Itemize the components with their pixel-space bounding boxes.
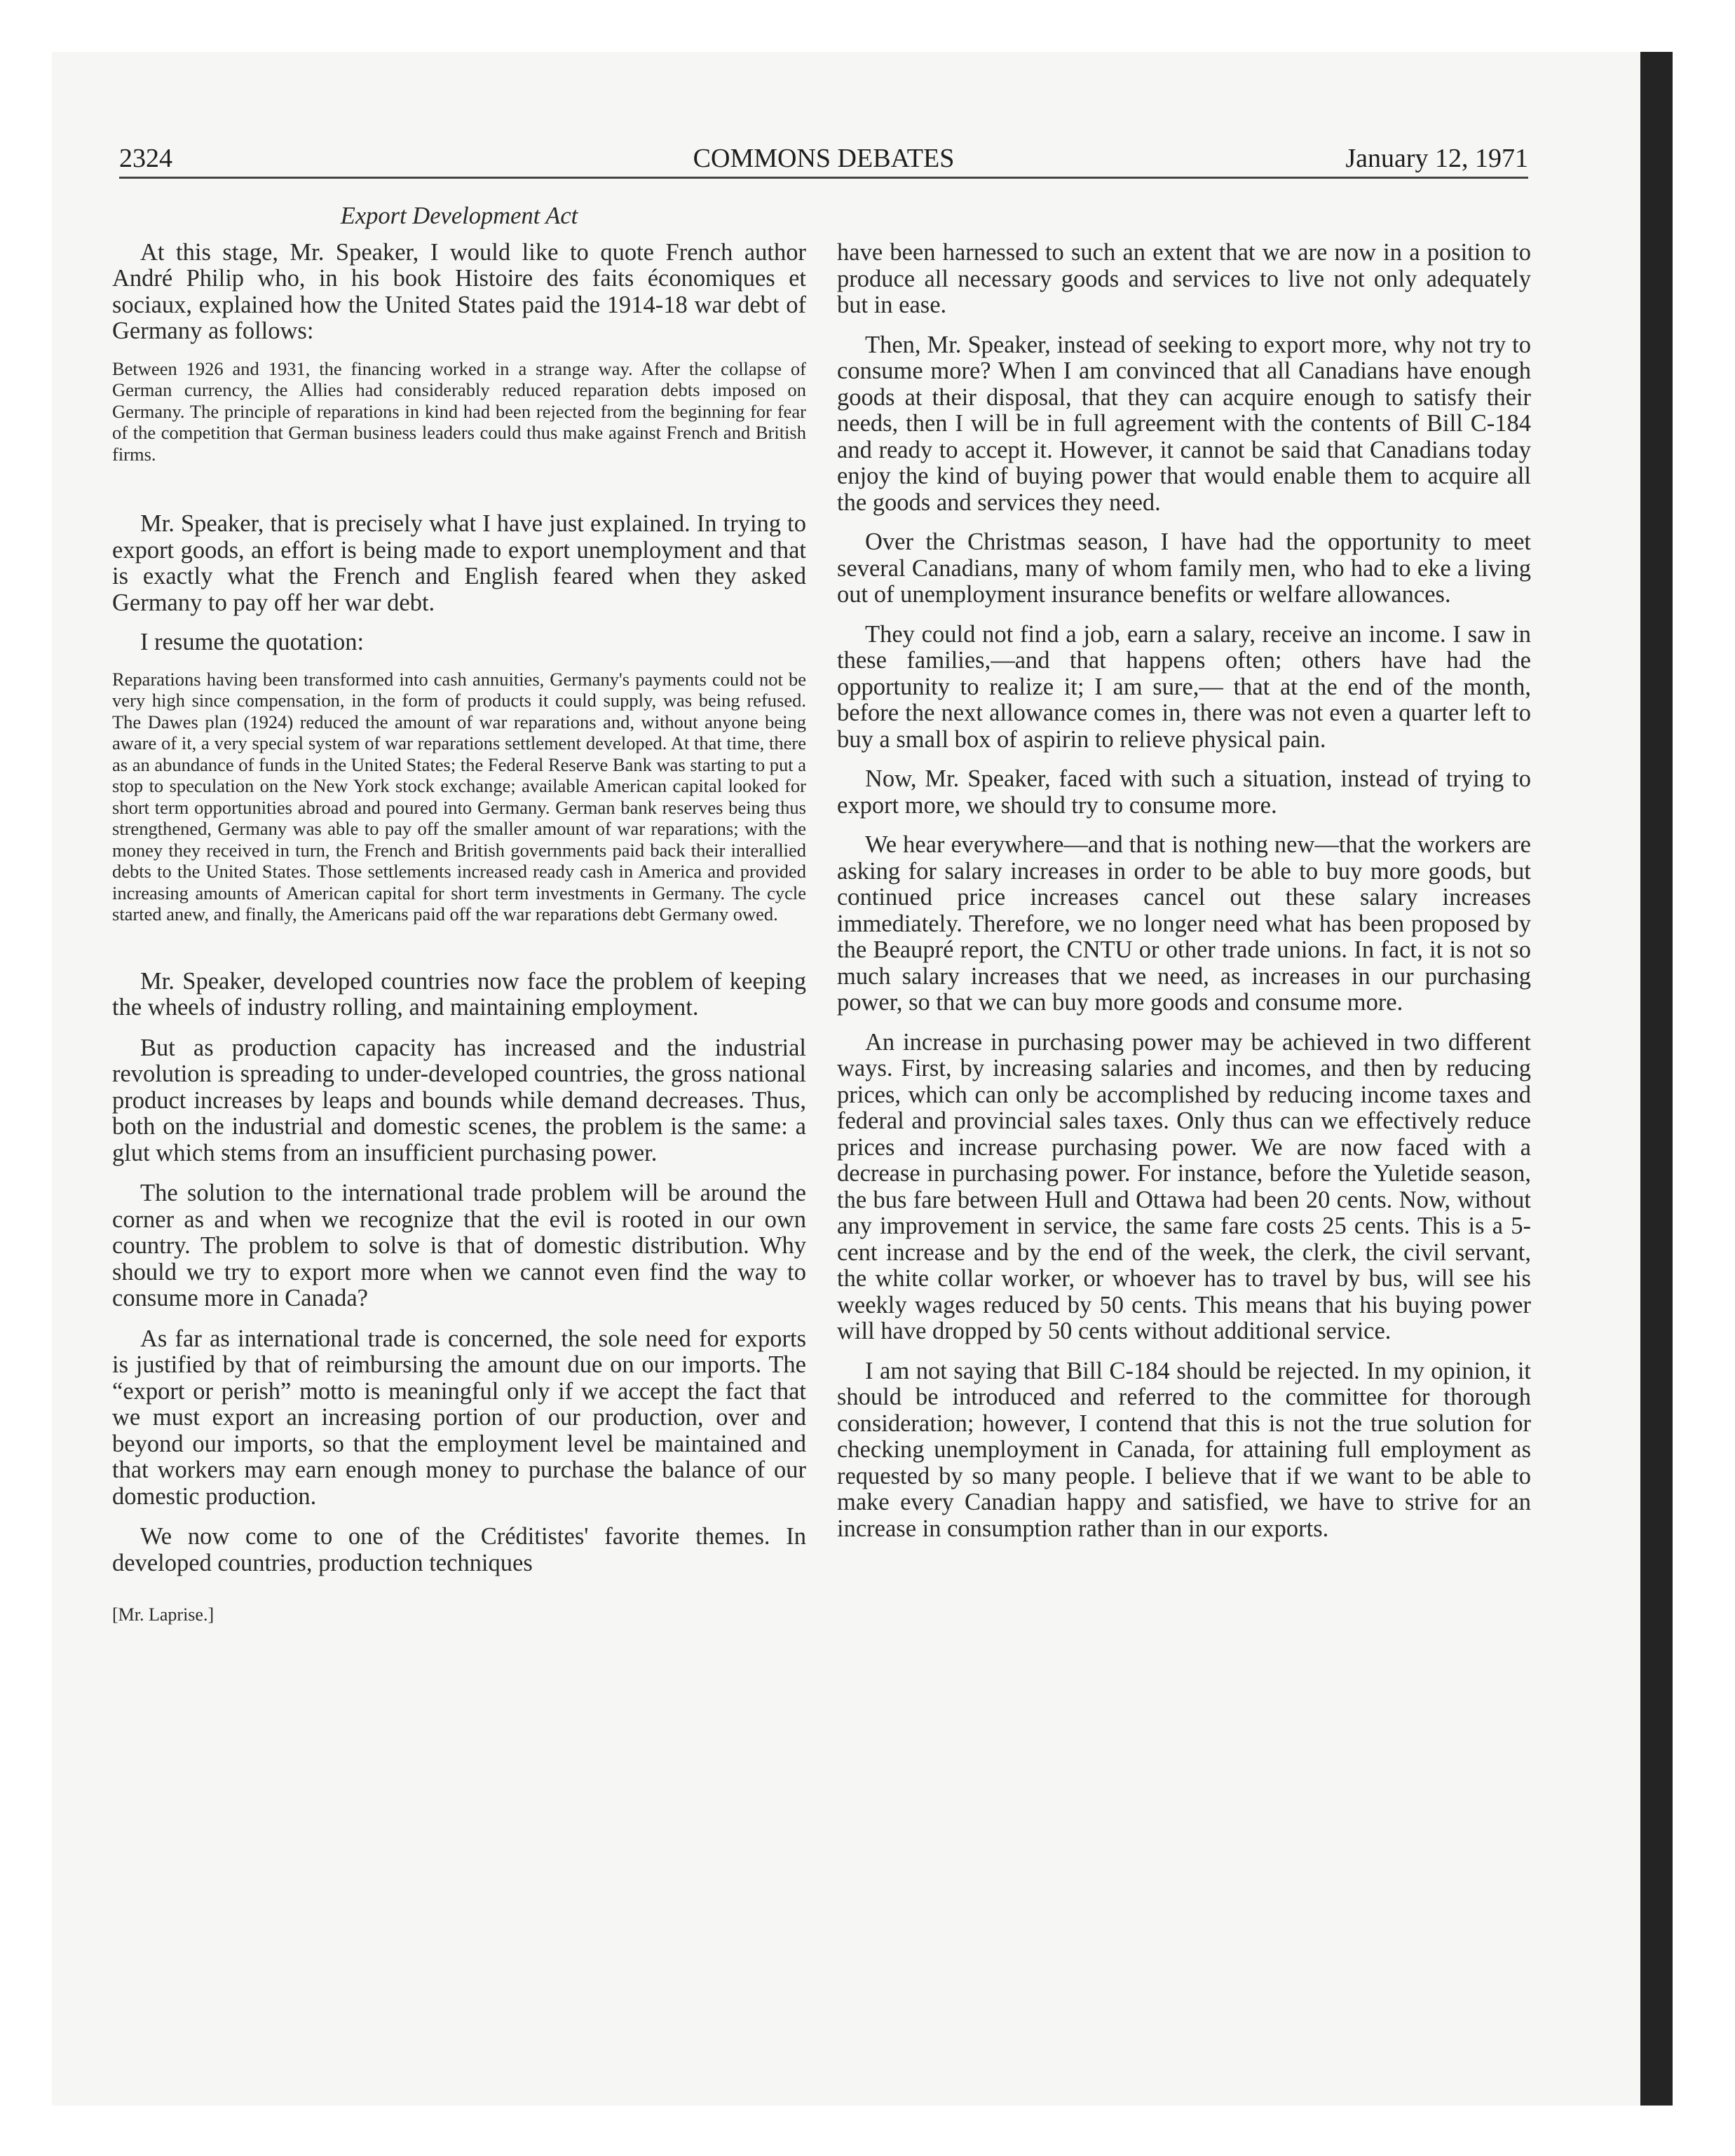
paragraph: As far as international trade is concerned, the sole need for exports is justified by that of reimbursing the amount due on our imports. The “export or perish” motto is meaningful only if we accept the fact that we must export an increasing portion of our production, over and beyond our imports, so that the employment level be maintained and that workers may earn enough money to purchase the balance of our domestic production. [112,1325,806,1510]
paragraph: An increase in purchasing power may be achieved in two different ways. First, by increasing salaries and incomes, and then by reducing prices, which can only be accomplished by reducing income taxes and federal and provincial sales taxes. Only thus can we effectively reduce prices and increase purchasing power. We are now faced with a decrease in purchasing power. For instance, before the Yuletide season, the bus fare between Hull and Ottawa had been 20 cents. Now, without any improvement in service, the same fare costs 25 cents. This is a 5-cent increase and by the end of the week, the clerk, the civil servant, the white collar worker, or whoever has to travel by bus, will see his weekly wages reduced by 50 cents. This means that his buying power will have dropped by 50 cents without additional service. [837,1028,1531,1344]
paragraph: But as production capacity has increased and the industrial revolution is spreading to under-developed countries, the gross national product increases by leaps and bounds while demand decreases. Thus, both on the industrial and domestic scenes, the problem is the same: a glut which stems from an insufficient purchasing power. [112,1034,806,1166]
paragraph: Mr. Speaker, that is precisely what I have just explained. In trying to export goods, an effort is being made to export unemployment and that is exactly what the French and English feared when they asked Germany to pay off her war debt. [112,510,806,616]
page-header [119,140,1528,179]
paragraph: Then, Mr. Speaker, instead of seeking to export more, why not try to consume more? When I am convinced that all Canadians have enough goods at their disposal, that they can acquire enough to satisfy their needs, then I will be in full agreement with the contents of Bill C-184 and ready to accept it. However, it cannot be said that Canadians today enjoy the kind of buying power that would enable them to acquire all the goods and services they need. [837,331,1531,516]
left-column [112,203,806,1642]
paragraph: Over the Christmas season, I have had the opportunity to meet several Canadians, many of whom family men, who had to eke a living out of unemployment insurance benefits or welfare allowances. [837,528,1531,608]
block-quote: Reparations having been transformed into cash annuities, Germany's payments could not be very high since compensation, in the form of products it could supply, was being refused. The Dawes plan (1924) reduced the amount of war reparations and, without anyone being aware of it, a very special system of war reparations settlement developed. At that time, there as an abundance of funds in the United States; the Federal Reserve Bank was starting to put a stop to speculation on the New York stock exchange; available American capital looked for short term opportunities abroad and poured into Germany. German bank reserves being thus strengthened, Germany was able to pay off the smaller amount of war reparations; with the money they received in turn, the French and British governments paid back their interallied debts to the United States. Those settlements increased ready cash in America and provided increasing amounts of American capital for short term investments in Germany. The cycle started anew, and finally, the Americans paid off the war reparations debt Germany owed. [112,668,806,925]
right-column [837,240,1531,1555]
paragraph: They could not find a job, earn a salary, receive an income. I saw in these families,—and that happens often; others have had the opportunity to realize it; I am sure,— that at the end of the month, before the next allowance comes in, there was not even a quarter left to buy a small box of aspirin to relieve physical pain. [837,620,1531,753]
block-quote: Between 1926 and 1931, the financing worked in a strange way. After the collapse of German currency, the Allies had considerably reduced reparation debts imposed on Germany. The principle of reparations in kind had been rejected from the beginning for fear of the competition that German business leaders could thus make against French and British firms. [112,357,806,465]
speaker-attribution: [Mr. Laprise.] [112,1604,215,1625]
paragraph: have been harnessed to such an extent that we are now in a position to produce all necessary goods and services to live not only adequately but in ease. [837,239,1531,318]
paragraph: I am not saying that Bill C-184 should be rejected. In my opinion, it should be introduced and referred to the committee for thorough consideration; however, I contend that this is not the true solution for checking unemployment in Canada, for attaining full employment as requested by so many people. I believe that if we want to be able to make every Canadian happy and satisfied, we have to strive for an increase in consumption rather than in our exports. [837,1357,1531,1542]
paragraph: We now come to one of the Créditistes' favorite themes. In developed countries, production techniques [112,1523,806,1576]
paragraph: Mr. Speaker, developed countries now face the problem of keeping the wheels of industry rolling, and maintaining employment. [112,967,806,1021]
paragraph: Now, Mr. Speaker, faced with such a situation, instead of trying to export more, we should try to consume more. [837,765,1531,819]
paragraph: We hear everywhere—and that is nothing new—that the workers are asking for salary increases in order to be able to buy more goods, but continued price increases cancel out these salary increases immediately. Therefore, we no longer need what has been proposed by the Beaupré report, the CNTU or other trade unions. In fact, it is not so much salary increases that we need, as increases in our purchasing power, so that we can buy more goods and consume more. [837,831,1531,1016]
paragraph: I resume the quotation: [140,629,365,655]
publication-title: COMMONS DEBATES [693,144,955,173]
paragraph: At this stage, Mr. Speaker, I would like to quote French author André Philip who, in his book Histoire des faits économiques et sociaux, explained how the United States paid the 1914-18 war debt of Germany as follows: [112,238,806,344]
binding-edge [1640,52,1673,2106]
section-title: Export Development Act [340,203,578,229]
page-number: 2324 [119,144,172,173]
header-date: January 12, 1971 [1345,144,1528,173]
paragraph: The solution to the international trade problem will be around the corner as and when we recognize that the evil is rooted in our own country. The problem to solve is that of domestic distribution. Why should we try to export more when we cannot even find the way to consume more in Canada? [112,1180,806,1311]
